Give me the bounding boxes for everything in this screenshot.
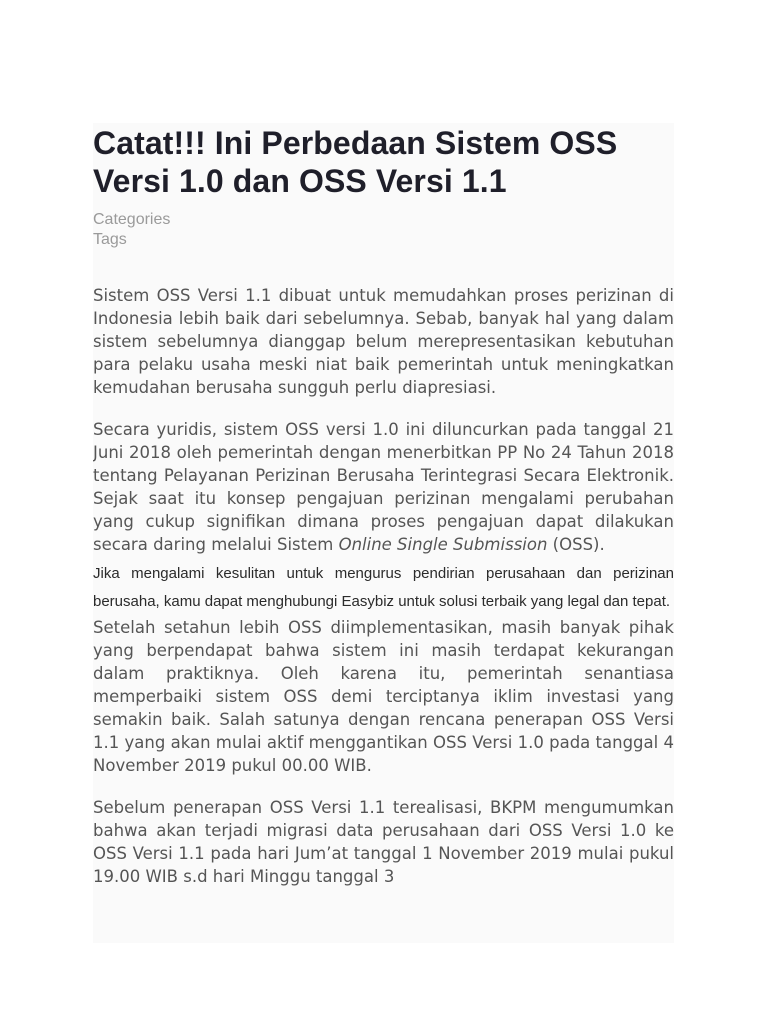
paragraph-implementation: Setelah setahun lebih OSS diimplementasikan, masih banyak pihak yang berpendapat bahwa sistem ini masih terdapat kekurangan dalam praktiknya. Oleh karena itu, pemerintah senantiasa memperbaiki sistem OSS demi terciptanya iklim investasi yang semakin baik. Salah satunya dengan rencana penerapan OSS Versi 1.1 yang akan mulai aktif menggantikan OSS Versi 1.0 pada tanggal 4 November 2019 pukul 00.00 WIB.	[93, 618, 674, 775]
tags-label: Tags	[93, 231, 127, 248]
article-card	[93, 123, 674, 943]
categories-label: Categories	[93, 211, 171, 228]
paragraph-legal-basis	[93, 418, 674, 556]
article-title: Catat!!! Ini Perbedaan Sistem OSS Versi 1.0 dan OSS Versi 1.1	[93, 125, 618, 199]
easybiz-promo-note: Jika mengalami kesulitan untuk mengurus pendirian perusahaan dan perizinan berusaha, kamu dapat menghubungi Easybiz untuk solusi terbaik yang legal dan tepat.	[93, 565, 674, 610]
online-single-submission-term: Online Single Submission	[338, 535, 548, 554]
paragraph-legal-basis-text: Secara yuridis, sistem OSS versi 1.0 ini diluncurkan pada tanggal 21 Juni 2018 oleh pemerintah dengan menerbitkan PP No 24 Tahun 2018 tentang Pelayanan Perizinan Berusaha Terintegrasi Secara Elektronik. Sejak saat itu konsep pengajuan perizinan mengalami perubahan yang cukup signifikan dimana proses pengajuan dapat dilakukan secara daring melalui Sistem	[93, 420, 674, 554]
paragraph-intro: Sistem OSS Versi 1.1 dibuat untuk memudahkan proses perizinan di Indonesia lebih baik dari sebelumnya. Sebab, banyak hal yang dalam sistem sebelumnya dianggap belum merepresentasikan kebutuhan para pelaku usaha meski niat baik pemerintah untuk meningkatkan kemudahan berusaha sungguh perlu diapresiasi.	[93, 286, 674, 397]
article-meta	[93, 210, 674, 250]
paragraph-legal-basis-end: (OSS).	[547, 535, 605, 554]
paragraph-migration: Sebelum penerapan OSS Versi 1.1 terealisasi, BKPM mengumumkan bahwa akan terjadi migrasi data perusahaan dari OSS Versi 1.0 ke OSS Versi 1.1 pada hari Jum’at tanggal 1 November 2019 mulai pukul 19.00 WIB s.d hari Minggu tanggal 3	[93, 798, 674, 886]
article-body	[93, 284, 674, 888]
